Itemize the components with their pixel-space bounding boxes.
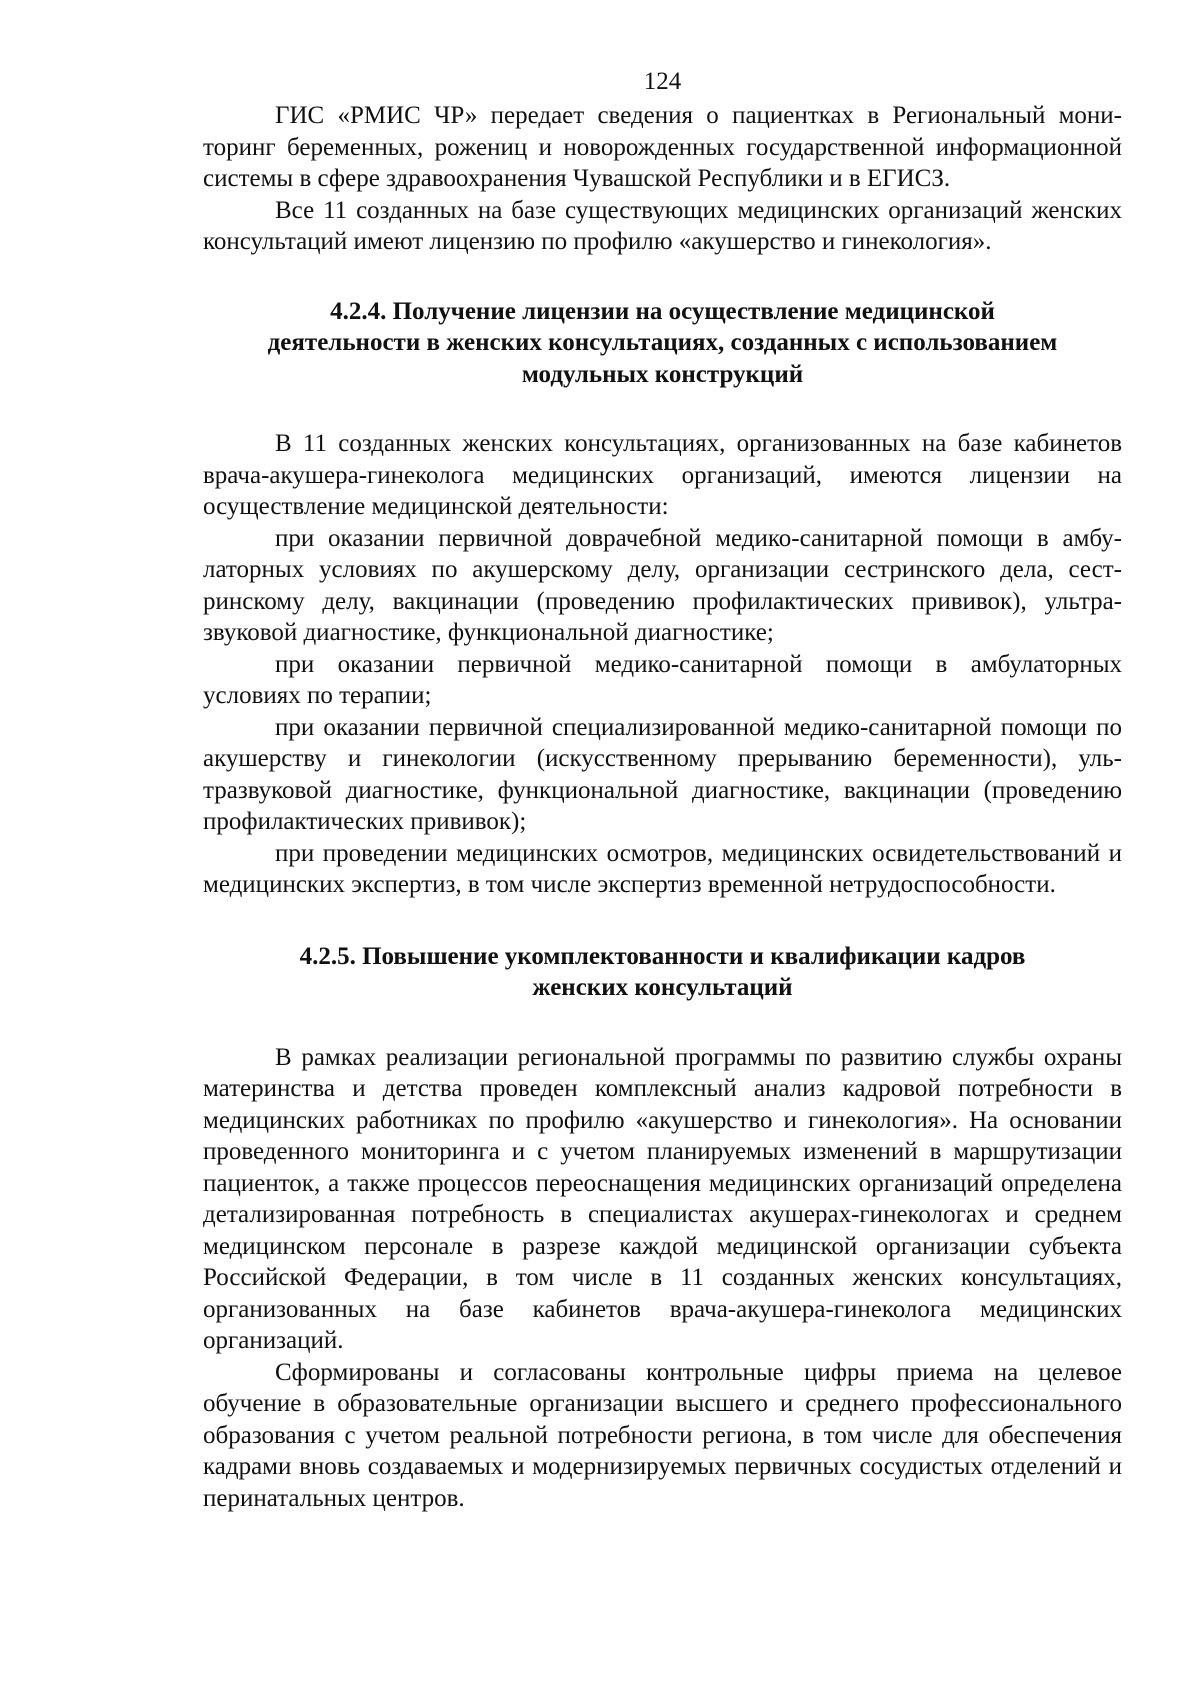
list-item-specialized-care: при оказании первичной специализированной медико-санитарной помощи по акушерству и гинекологии (искусственному прерыванию беременности), ультразвуковой диагностике, функциональной диагностике, вакцинации (проведению профилактических прививок); (203, 713, 1122, 835)
heading-line: модульных конструкций (521, 360, 804, 388)
list-item-therapy: при оказании первичной медико-санитарной помощи в амбулаторных условиях по терапии; (203, 650, 1122, 709)
paragraph-admission-quotas: Сформированы и согласованы контрольные цифры приема на целевое обучение в образовательные организации высшего и среднего профессионального образования с учетом реальной потребности региона, в том числе для обеспечения кадрами вновь создаваемых и модернизируемых первичных сосудистых отделений и перинатальных центров. (203, 1358, 1122, 1512)
paragraph-licenses-count: Все 11 созданных на базе существующих медицинских организаций женских консультаций имеют лицензию по профилю «акушерство и гинекология». (203, 196, 1122, 255)
heading-line: женских консультаций (532, 974, 793, 1001)
paragraph-staff-analysis: В рамках реализации региональной программы по развитию службы охраны материнства и детства проведен комплексный анализ кадровой потребности в медицинских работниках по профилю «акушерство и гинекология». На основании проведенного мониторинга и с учетом планируемых изменений в маршрутизации пациенток, а также процессов переоснащения медицинских организаций определена детализированная потребность в специалистах акушерах-гинекологах и среднем медицинском персонале в разрезе каждой медицинской организации субъекта Российской Федерации, в том числе в 11 созданных женских консультациях, организованных на базе кабинетов врача-акушера-гинеколога медицинских организаций. (203, 1043, 1122, 1354)
heading-line: 4.2.4. Получение лицензии на осуществление медицинской (330, 297, 995, 325)
paragraph-gis-rmis: ГИС «РМИС ЧР» передает сведения о пациентках в Региональный мониторинг беременных, рожениц и новорожденных государственной информационной системы в сфере здравоохранения Чувашской Республики и в ЕГИСЗ. (203, 102, 1122, 192)
list-item-prehospital-care: при оказании первичной доврачебной медико-санитарной помощи в амбулаторных условиях по акушерскому делу, организации сестринского дела, сестринскому делу, вакцинации (проведению профилактических прививок), ультразвуковой диагностике, функциональной диагностике; (203, 524, 1122, 646)
heading-line: деятельности в женских консультациях, созданных с использованием (267, 329, 1058, 356)
paragraph-licenses-intro: В 11 созданных женских консультациях, организованных на базе кабинетов врача-акушера-гинеколога медицинских организаций, имеются лицензии на осуществление медицинской деятельности: (203, 430, 1122, 520)
document-page (203, 66, 1122, 1514)
section-heading-4-2-4 (203, 296, 1122, 391)
heading-line: 4.2.5. Повышение укомплектованности и квалификации кадров (299, 942, 1026, 970)
section-heading-4-2-5 (203, 941, 1122, 1004)
page-number: 124 (643, 68, 682, 95)
list-item-medical-exams: при проведении медицинских осмотров, медицинских освидетельствований и медицинских экспертиз, в том числе экспертиз временной нетрудоспособности. (203, 839, 1122, 898)
